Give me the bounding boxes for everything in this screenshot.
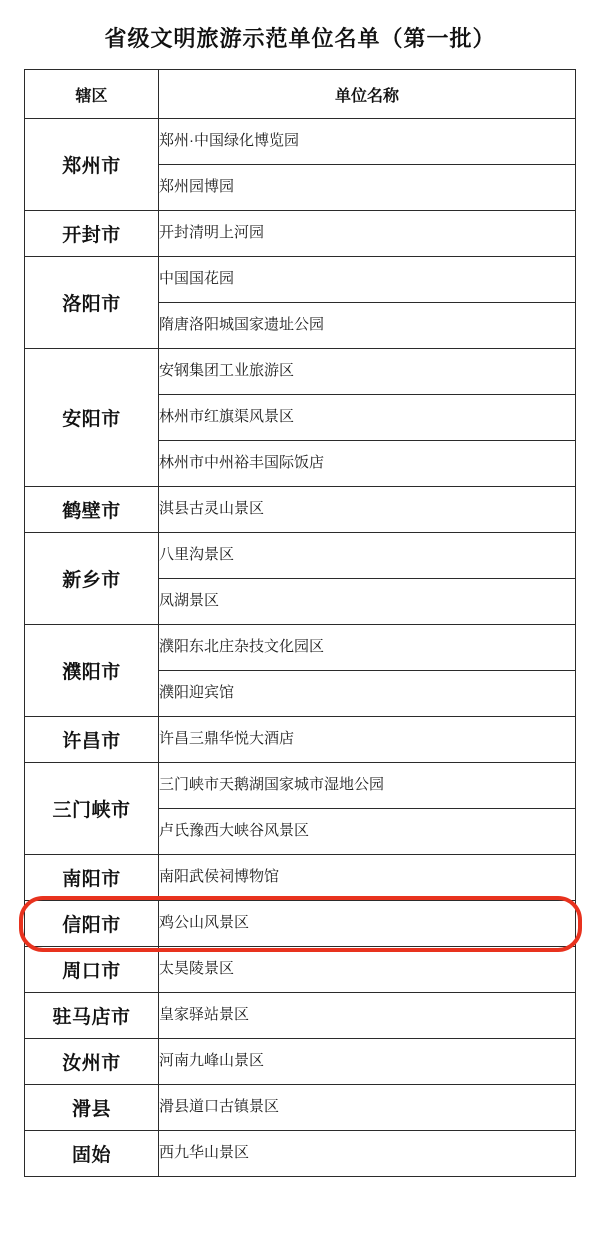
page-title: 省级文明旅游示范单位名单（第一批）	[104, 26, 496, 51]
region-cell: 郑州市	[25, 119, 159, 211]
table-row	[25, 901, 576, 947]
unit-name-cell: 淇县古灵山景区	[159, 487, 576, 533]
unit-name-cell: 皇家驿站景区	[159, 993, 576, 1039]
unit-name-cell: 林州市中州裕丰国际饭店	[159, 441, 576, 487]
unit-name-cell: 濮阳迎宾馆	[159, 671, 576, 717]
region-cell: 汝州市	[25, 1039, 159, 1085]
table-row	[25, 763, 576, 809]
region-cell: 固始	[25, 1131, 159, 1177]
unit-name-cell: 南阳武侯祠博物馆	[159, 855, 576, 901]
unit-name-cell: 太昊陵景区	[159, 947, 576, 993]
region-cell: 周口市	[25, 947, 159, 993]
table-row	[25, 993, 576, 1039]
table-row	[25, 855, 576, 901]
unit-name-cell: 许昌三鼎华悦大酒店	[159, 717, 576, 763]
table-container	[0, 69, 600, 1207]
unit-name-cell: 卢氏豫西大峡谷风景区	[159, 809, 576, 855]
table-row	[25, 257, 576, 303]
unit-name-cell: 西九华山景区	[159, 1131, 576, 1177]
region-cell: 濮阳市	[25, 625, 159, 717]
column-header-unit: 单位名称	[159, 70, 576, 119]
region-cell: 鹤壁市	[25, 487, 159, 533]
region-cell: 三门峡市	[25, 763, 159, 855]
unit-name-cell: 濮阳东北庄杂技文化园区	[159, 625, 576, 671]
unit-name-cell: 郑州园博园	[159, 165, 576, 211]
table-row	[25, 625, 576, 671]
region-cell: 开封市	[25, 211, 159, 257]
region-cell: 洛阳市	[25, 257, 159, 349]
unit-name-cell: 隋唐洛阳城国家遗址公园	[159, 303, 576, 349]
unit-name-cell: 郑州·中国绿化博览园	[159, 119, 576, 165]
region-cell: 信阳市	[25, 901, 159, 947]
unit-name-cell: 安钢集团工业旅游区	[159, 349, 576, 395]
table-row	[25, 487, 576, 533]
region-cell: 滑县	[25, 1085, 159, 1131]
table-row	[25, 947, 576, 993]
table-row	[25, 1039, 576, 1085]
unit-name-cell: 滑县道口古镇景区	[159, 1085, 576, 1131]
table-row	[25, 119, 576, 165]
region-cell: 安阳市	[25, 349, 159, 487]
unit-name-cell: 八里沟景区	[159, 533, 576, 579]
unit-name-cell: 河南九峰山景区	[159, 1039, 576, 1085]
table-row	[25, 717, 576, 763]
table-row	[25, 1085, 576, 1131]
region-cell: 新乡市	[25, 533, 159, 625]
column-header-region: 辖区	[25, 70, 159, 119]
region-cell: 驻马店市	[25, 993, 159, 1039]
table-header-row	[25, 70, 576, 119]
region-cell: 南阳市	[25, 855, 159, 901]
unit-name-cell: 林州市红旗渠风景区	[159, 395, 576, 441]
region-cell: 许昌市	[25, 717, 159, 763]
unit-name-cell: 三门峡市天鹅湖国家城市湿地公园	[159, 763, 576, 809]
table-row	[25, 349, 576, 395]
unit-name-cell: 开封清明上河园	[159, 211, 576, 257]
unit-name-cell: 中国国花园	[159, 257, 576, 303]
table-row	[25, 533, 576, 579]
units-table	[24, 69, 576, 1177]
unit-name-cell: 鸡公山风景区	[159, 901, 576, 947]
table-body	[25, 119, 576, 1177]
unit-name-cell: 凤湖景区	[159, 579, 576, 625]
table-row	[25, 1131, 576, 1177]
table-row	[25, 211, 576, 257]
